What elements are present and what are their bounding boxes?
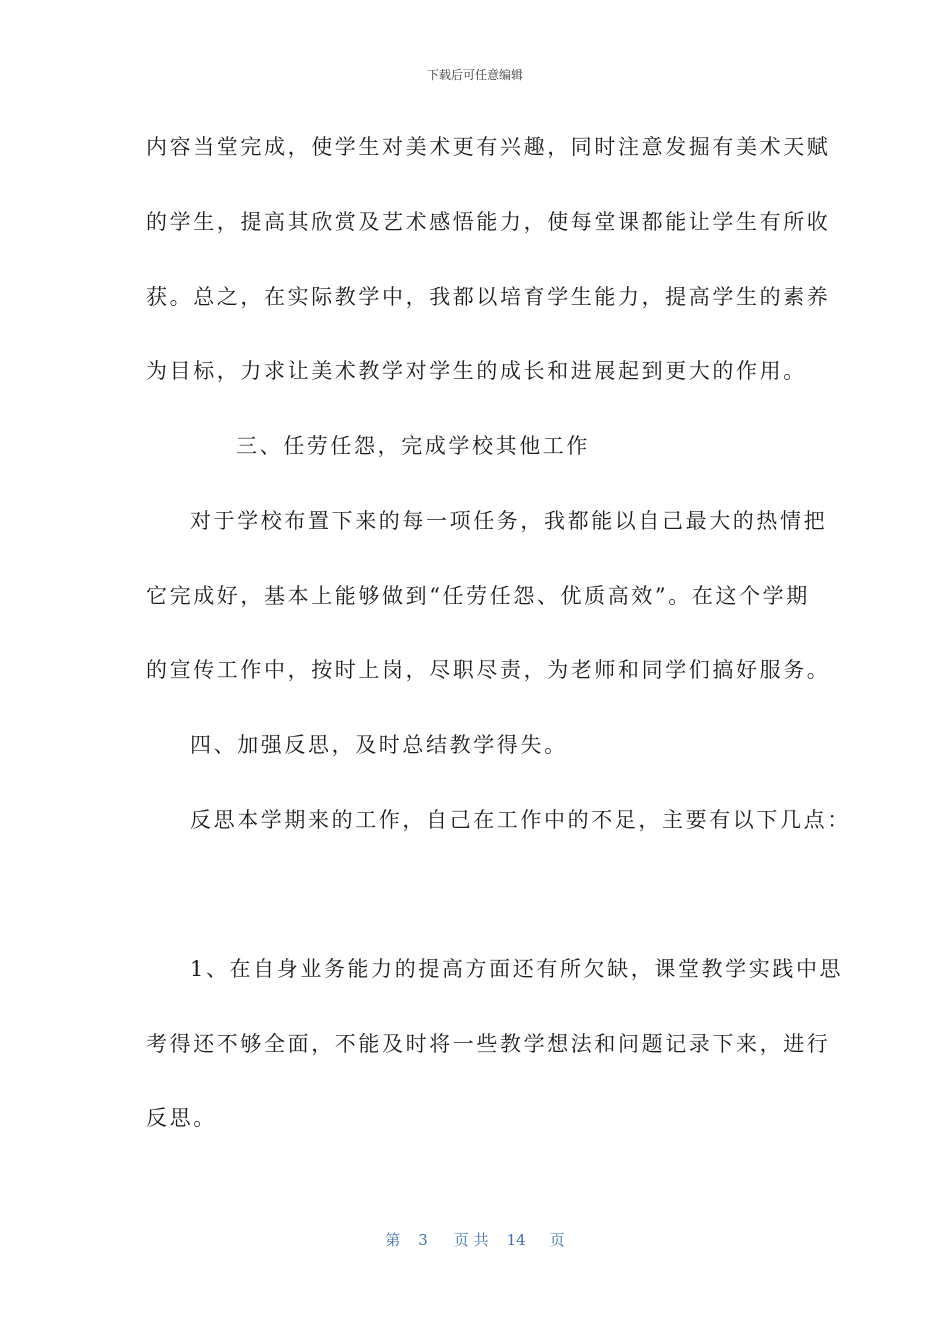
- paragraph-line: 内容当堂完成，使学生对美术更有兴趣，同时注意发掘有美术天赋: [146, 135, 831, 159]
- page-footer: [0, 1229, 950, 1250]
- paragraph-line: 考得还不够全面，不能及时将一些教学想法和问题记录下来，进行: [146, 1032, 831, 1056]
- paragraph-line: 反思本学期来的工作，自己在工作中的不足，主要有以下几点：: [190, 808, 851, 832]
- footer-total-pages: 14: [506, 1231, 526, 1249]
- footer-suffix: 页: [549, 1231, 565, 1249]
- paragraph-line: 1、在自身业务能力的提高方面还有所欠缺，课堂教学实践中思: [190, 957, 844, 981]
- page-header: 下载后可任意编辑: [426, 68, 523, 82]
- footer-mid: 页 共: [453, 1231, 489, 1249]
- paragraph-line: 对于学校布置下来的每一项任务，我都能以自己最大的热情把: [190, 509, 828, 533]
- paragraph-line: 反思。: [146, 1106, 217, 1130]
- paragraph-line: 它完成好，基本上能够做到“任劳任怨、优质高效”。在这个学期: [146, 584, 810, 608]
- paragraph-line: 的学生，提高其欣赏及艺术感悟能力，使每堂课都能让学生有所收: [146, 210, 831, 234]
- footer-prefix: 第: [385, 1231, 401, 1249]
- footer-page-number: 3: [418, 1231, 428, 1249]
- section-heading: 三、任劳任怨，完成学校其他工作: [236, 434, 590, 458]
- section-heading: 四、加强反思，及时总结教学得失。: [190, 733, 568, 757]
- paragraph-line: 获。总之，在实际教学中，我都以培育学生能力，提高学生的素养: [146, 285, 831, 309]
- paragraph-line: 为目标，力求让美术教学对学生的成长和进展起到更大的作用。: [146, 359, 807, 383]
- paragraph-line: 的宣传工作中，按时上岗，尽职尽责，为老师和同学们搞好服务。: [146, 658, 831, 682]
